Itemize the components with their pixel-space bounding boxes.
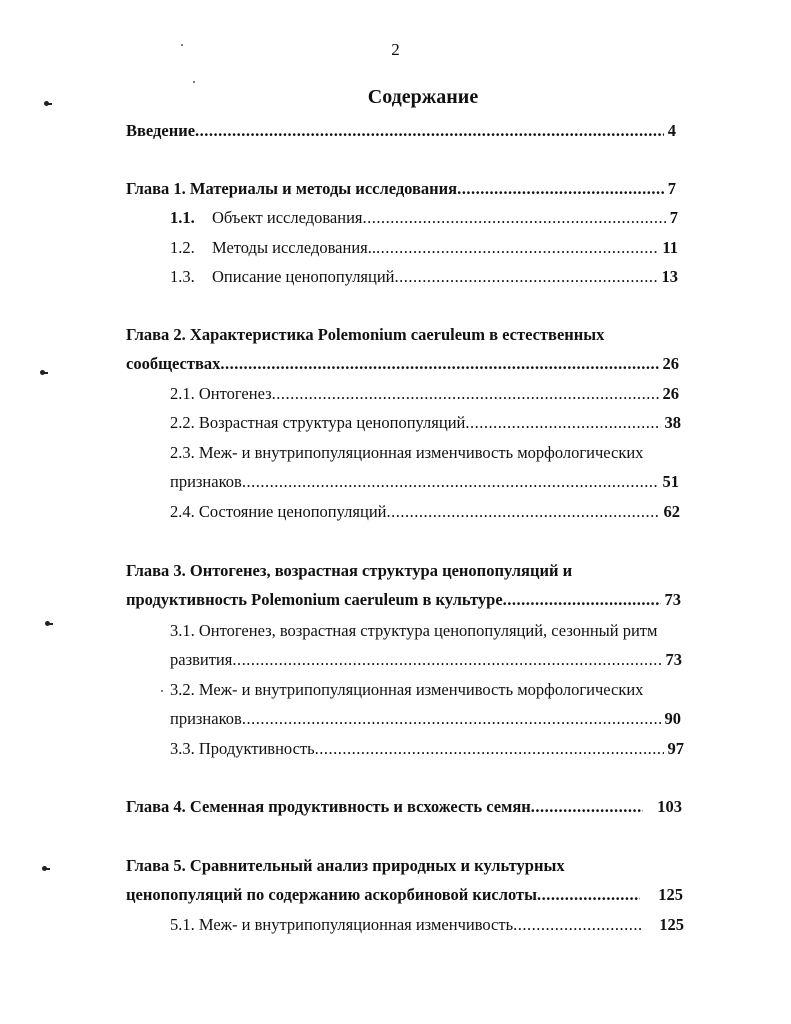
toc-entry-2-2 [170, 411, 681, 435]
toc-entry-number: 1.1. [170, 208, 195, 227]
leader-dots [531, 795, 644, 819]
leader-dots [376, 236, 658, 260]
toc-entry-1-1 [170, 206, 678, 230]
toc-entry-page: 4 [667, 121, 676, 140]
toc-entry-page: 7 [667, 179, 676, 198]
toc-entry-5-1 [170, 913, 684, 937]
toc-entry-chapter-3 [126, 588, 681, 612]
toc-entry-chapter-5-line1: Глава 5. Сравнительный анализ природных и культурных [126, 856, 565, 875]
toc-entry-label: Глава 4. Семенная продуктивность и всхожесть семян [126, 797, 531, 816]
toc-entry-2-3 [170, 470, 679, 494]
leader-dots [272, 382, 659, 406]
toc-entry-page: 13 [661, 267, 678, 286]
toc-entry-label: Методы исследования.. [212, 238, 377, 257]
scan-speck [193, 81, 195, 83]
toc-entry-intro [126, 119, 676, 143]
toc-entry-page: 97 [667, 739, 684, 758]
scan-speck [45, 621, 50, 626]
page-number: 2 [391, 40, 400, 59]
toc-entry-chapter-2 [126, 352, 679, 376]
toc-entry-page: 73 [664, 590, 681, 609]
toc-entry-page: 125 [659, 915, 684, 934]
toc-entry-page: 51 [662, 472, 679, 491]
toc-entry-page: 26 [662, 354, 679, 373]
toc-entry-3-2-line1: 3.2. Меж- и внутрипопуляционная изменчивость морфологических [170, 680, 644, 699]
scan-speck [40, 370, 45, 375]
leader-dots [220, 352, 658, 376]
toc-entry-page: 11 [662, 238, 678, 257]
leader-dots [465, 411, 660, 435]
toc-entry-2-1 [170, 382, 679, 406]
leader-dots [232, 648, 661, 672]
leader-dots [242, 470, 659, 494]
toc-entry-page: 7 [669, 208, 678, 227]
toc-entry-3-1 [170, 648, 682, 672]
leader-dots [537, 883, 640, 907]
leader-dots [386, 500, 659, 524]
scan-speck [161, 690, 163, 692]
toc-entry-page: 125 [658, 885, 683, 904]
toc-entry-label: признаков [170, 472, 242, 491]
scan-speck [42, 866, 47, 871]
toc-entry-3-2 [170, 707, 681, 731]
leader-dots [503, 588, 661, 612]
toc-entry-page: 38 [664, 413, 681, 432]
toc-entry-1-3 [170, 265, 678, 289]
toc-entry-chapter-4 [126, 795, 682, 819]
leader-dots [242, 707, 661, 731]
toc-entry-chapter-1 [126, 177, 676, 201]
toc-entry-chapter-2-line1: Глава 2. Характеристика Polemonium caeruleum в естественных [126, 325, 605, 344]
toc-entry-page: 103 [657, 797, 682, 816]
toc-entry-label: 2.4. Состояние ценопопуляций [170, 502, 387, 521]
toc-entry-2-4 [170, 500, 680, 524]
toc-entry-page: 90 [664, 709, 681, 728]
toc-entry-label: 5.1. Меж- и внутрипопуляционная изменчивость [170, 915, 514, 934]
leader-dots [457, 177, 664, 201]
toc-entry-label: развития [170, 650, 233, 669]
toc-entry-1-2 [170, 236, 678, 260]
toc-entry-label: 2.2. Возрастная структура ценопопуляций [170, 413, 466, 432]
toc-entry-label: 2.1. Онтогенез [170, 384, 272, 403]
toc-entry-page: 73 [665, 650, 682, 669]
toc-entry-page: 62 [663, 502, 680, 521]
toc-entry-number: 1.2. [170, 238, 195, 257]
toc-entry-number: 1.3. [170, 267, 195, 286]
toc-entry-label: сообществах [126, 354, 221, 373]
leader-dots [513, 913, 641, 937]
scan-speck [44, 101, 49, 106]
toc-entry-label: ценопопуляций по содержанию аскорбиновой кислоты [126, 885, 537, 904]
leader-dots [395, 265, 658, 289]
toc-entry-chapter-3-line1: Глава 3. Онтогенез, возрастная структура ценопопуляций и [126, 561, 573, 580]
toc-entry-label: Объект исследования [212, 208, 363, 227]
toc-entry-2-3-line1: 2.3. Меж- и внутрипопуляционная изменчивость морфологических [170, 443, 644, 462]
page-title: Содержание [367, 86, 479, 108]
toc-entry-label: Описание ценопопуляций [212, 267, 395, 286]
toc-entry-label: признаков [170, 709, 242, 728]
toc-entry-label: Глава 1. Материалы и методы исследования [126, 179, 458, 198]
leader-dots [315, 737, 664, 761]
toc-entry-page: 26 [662, 384, 679, 403]
toc-entry-chapter-5 [126, 883, 683, 907]
toc-entry-label: Введение [126, 121, 196, 140]
toc-entry-3-3 [170, 737, 684, 761]
scan-speck [181, 44, 183, 46]
toc-entry-3-1-line1: 3.1. Онтогенез, возрастная структура ценопопуляций, сезонный ритм [170, 621, 658, 640]
toc-entry-label: 3.3. Продуктивность [170, 739, 315, 758]
leader-dots [363, 206, 666, 230]
leader-dots [195, 119, 664, 143]
toc-entry-label: продуктивность Polemonium caeruleum в культуре [126, 590, 503, 609]
